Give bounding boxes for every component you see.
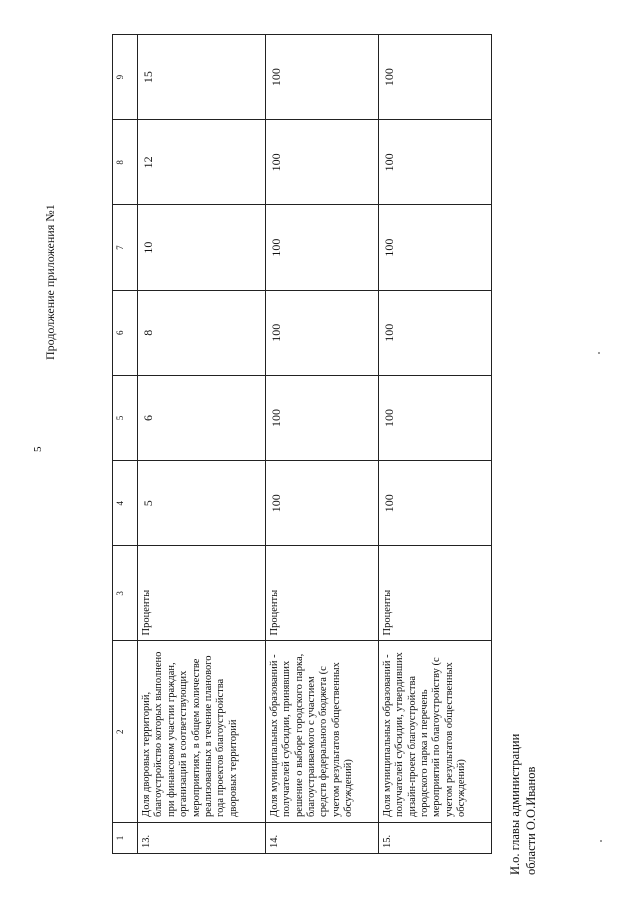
value-cell: 100 bbox=[265, 120, 378, 205]
value-cell: 10 bbox=[138, 205, 266, 290]
unit-cell: Проценты bbox=[138, 546, 266, 641]
scan-dot bbox=[598, 352, 600, 354]
header-cell: 5 bbox=[113, 375, 138, 460]
value-cell: 6 bbox=[138, 375, 266, 460]
header-cell: 9 bbox=[113, 35, 138, 120]
table-header-row bbox=[113, 35, 138, 854]
header-cell: 2 bbox=[113, 641, 138, 822]
row-number: 15. bbox=[378, 822, 491, 853]
value-cell: 100 bbox=[378, 290, 491, 375]
value-cell: 100 bbox=[378, 205, 491, 290]
header-cell: 3 bbox=[113, 546, 138, 641]
indicator-name: Доля муниципальных образований - получателей субсидии, принявших решение о выборе городского парка, благоустраиваемого с участием средств федерального бюджета (с учетом результатов общественных обсуждений) bbox=[265, 641, 378, 822]
value-cell: 100 bbox=[265, 375, 378, 460]
indicators-table-wrap bbox=[112, 34, 492, 854]
header-cell: 6 bbox=[113, 290, 138, 375]
value-cell: 5 bbox=[138, 461, 266, 546]
signature-name: области О.О.Иванов bbox=[523, 766, 538, 875]
row-number: 13. bbox=[138, 822, 266, 853]
value-cell: 100 bbox=[378, 35, 491, 120]
signature-block bbox=[508, 734, 539, 875]
signature-title: И.о. главы администрации bbox=[508, 733, 522, 875]
unit-cell: Проценты bbox=[378, 546, 491, 641]
table-row bbox=[138, 35, 266, 854]
value-cell: 8 bbox=[138, 290, 266, 375]
scan-dot bbox=[600, 840, 602, 842]
value-cell: 12 bbox=[138, 120, 266, 205]
appendix-note: Продолжение приложения №1 bbox=[43, 204, 57, 360]
indicators-table bbox=[112, 34, 492, 854]
value-cell: 15 bbox=[138, 35, 266, 120]
table-row bbox=[378, 35, 491, 854]
unit-cell: Проценты bbox=[265, 546, 378, 641]
header-cell: 7 bbox=[113, 205, 138, 290]
value-cell: 100 bbox=[378, 375, 491, 460]
header-cell: 4 bbox=[113, 461, 138, 546]
page-number: 5 bbox=[32, 446, 44, 452]
table-row bbox=[265, 35, 378, 854]
value-cell: 100 bbox=[265, 35, 378, 120]
row-number: 14. bbox=[265, 822, 378, 853]
value-cell: 100 bbox=[265, 461, 378, 546]
value-cell: 100 bbox=[265, 205, 378, 290]
value-cell: 100 bbox=[378, 120, 491, 205]
indicator-name: Доля дворовых территорий, благоустройство которых выполнено при финансовом участии граждан, организаций в соответствующих мероприятиях, в общем количестве реализованных в течение планового года проектов благоустройства дворовых территорий bbox=[138, 641, 266, 822]
header-cell: 1 bbox=[113, 822, 138, 853]
header-cell: 8 bbox=[113, 120, 138, 205]
value-cell: 100 bbox=[265, 290, 378, 375]
indicator-name: Доля муниципальных образований - получателей субсидии, утвердивших дизайн-проект благоустройства городского парка и перечень мероприятий по благоустройству (с учетом результатов общественных обсуждений) bbox=[378, 641, 491, 822]
value-cell: 100 bbox=[378, 461, 491, 546]
